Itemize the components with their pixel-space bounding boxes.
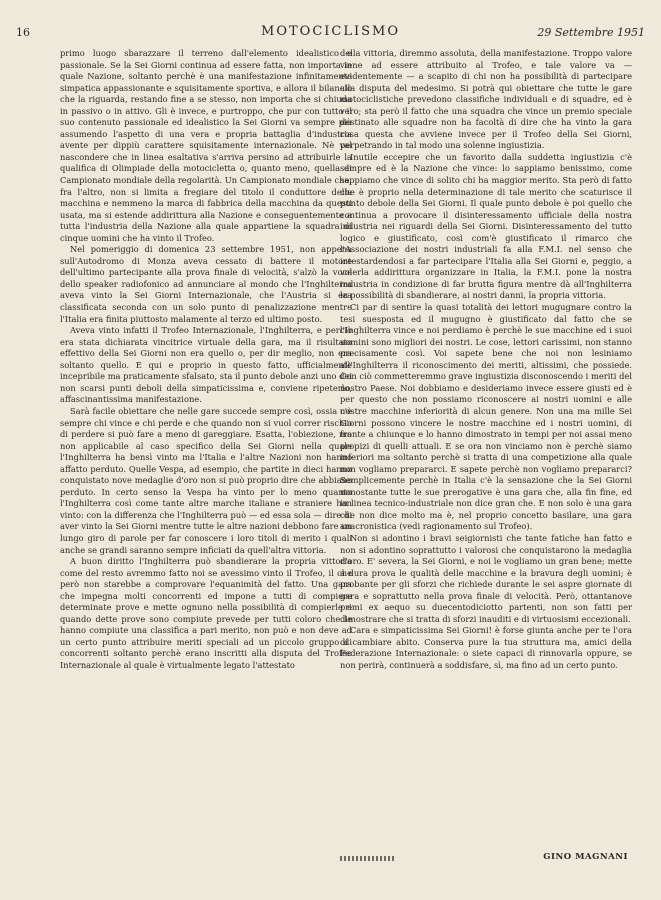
paragraph: Nel pomeriggio di domenica 23 settembre 1951, non appena sull'Autodromo di Monza aveva cessato di battere il motore dell'ultimo partecipante alla prova finale di velocità, s'alzò la voce dello speaker radiofonico ad annunciare al mondo che l'Inghilterra aveva vinto la Sei Giorni Internazionale, che l'Austria si era classificata seconda con un solo punto di penalizzazione mentre l'Italia era finita piuttosto malamente al terzo ed ultimo posto.: [60, 244, 352, 324]
paragraph: primo luogo sbarazzare il terreno dall'elemento idealistico e passionale. Se la Sei Giorni continua ad essere fatta, non importa in quale Nazione, soltanto perchè è una manifestazione infinitamente simpatica appassionante e squisitamente sportiva, e allora il bilancio che la riguarda, restando fine a se stesso, non importa che si chiuda in passivo o in attivo. Gli è invece, e purtroppo, che pur con tutto il suo contenuto passionale ed idealistico la Sei Giorni va sempre più assumendo l'aspetto di una vera e propria battaglia d'industria avente per dippiù carattere squisitamente internazionale. Nè val nascondere che in linea esaltativa s'arriva persino ad attribuirle la qualifica di Olimpiade della motocicletta o, quanto meno, quella di Campionato mondiale della regolarità. Un Campionato mondiale che, fra l'altro, non si limita a fregiare del titolo il conduttore della macchina e nemmeno la marca di fabbrica della macchina da questi usata, ma si estende addirittura alla Nazione e conseguentemente a tutta l'industria della Nazione alla quale appartiene la squadra di cinque uomini che ha vinto il Trofeo.: [60, 48, 352, 243]
issue-date: 29 Settembre 1951: [537, 26, 645, 39]
author-name: GINO MAGNANI: [543, 852, 628, 862]
paragraph: Sarà facile obiettare che nelle gare succede sempre così, ossia c'è sempre chi vince e chi perde e che quando non si vuol correr rischio di perdere si può fare a meno di gareggiare. Esatta, l'obiezione, ma non applicabile al caso specifico della Sei Giorni nella quale l'Inghilterra ha bensì vinto ma l'Italia e l'altre Nazioni non hanno affatto perduto. Quelle Vespa, ad esempio, che partite in dieci hanno conquistato nove medaglie d'oro non si può proprio dire che abbiano perduto. In certo senso la Vespa ha vinto per lo meno quanto l'Inghilterra così come tante altre marche italiane e straniere han vinto: con la differenza che l'Inghilterra può — ed essa sola — dire di aver vinto la Sei Giorni mentre tutte le altre nazioni debbono fare un lungo giro di parole per far conoscere i loro titoli di merito i quali anche se grandi saranno sempre inficiati da quell'altra vittoria.: [60, 405, 352, 555]
paragraph: Aveva vinto infatti il Trofeo Internazionale, l'Inghilterra, e perciò era stata dichiarata vincitrice virtuale della gara, ma il risultato effettivo della Sei Giorni non era quello o, per dir meglio, non era soltanto quello. E qui e proprio in questo fatto, ufficialmente incepribile ma praticamente sfalsato, sta il punto debole anzi uno dei non scarsi punti deboli della simpaticissima e, conviene ripeterlo, affascinantissima manifestazione.: [60, 325, 352, 405]
left-column: [60, 48, 352, 672]
paragraph: A buon diritto l'Inghilterra può sbandierare la propria vittoria come del resto avremmo fatto noi se avessimo vinto il Trofeo, il che però non starebbe a comprovare l'equanimità del fatto. Una gara che impegna molti concorrenti ed impone a tutti di compiere determinate prove e mette ognuno nella possibilità di compierle e quando dette prove sono compiute prevede per tutti coloro che le hanno compiute una classifica a pari merito, non può e non deve ad un certo punto attribuire meriti speciali ad un piccolo gruppo di concorrenti soltanto perchè erano inscritti alla disputa del Trofeo Internazionale al quale è virtualmente legato l'attestato: [60, 556, 352, 670]
paragraph: Non si adontino i bravi seigiornisti che tante fatiche han fatto e non si adontino soprattutto i valorosi che conquistarono la medaglia d'oro. E' severa, la Sei Giorni, e noi le vogliamo un gran bene; mette a dura prova le qualità delle macchine e la bravura degli uomini; è probante per gli sforzi che richiede durante le sei aspre giornate di gara e soprattutto nella prova finale di velocità. Però, ottantanove primi ex aequo su duecentodiciotto partenti, non son fatti per dimostrare che si tratta di sforzi inauditi e di virtuosismi eccezionali.: [340, 532, 632, 624]
paragraph: della vittoria, diremmo assoluta, della manifestazione. Troppo valore viene ad essere attribuito al Trofeo, e tale valore va — evidentemente — a scapito di chi non ha possibilità di partecipare alla disputa del medesimo. Si potrà qui obiettare che tutte le gare motociclistiche prevedono classifiche individuali e di squadre, ed è vero; sta però il fatto che una squadra che vince un premio speciale destinato alle squadre non ha facoltà di dire che ha vinto la gara cosa questa che avviene invece per il Trofeo della Sei Giorni, perpetrando in tal modo una solenne ingiustizia.: [340, 48, 632, 151]
paragraph: Ci par di sentire la quasi totalità dei lettori mugugnare contro la tesi suesposta ed il mugugno è giustificato dal fatto che se l'Inghilterra vince e noi perdiamo è perchè le sue macchine ed i suoi uomini sono migliori dei nostri. Le cose, lettori carissimi, non stanno precisamente così. Voi sapete bene che noi non lesiniamo all'Inghilterra il riconoscimento dei meriti, altissimi, che possiede. Con ciò commetteremmo grave ingiustizia disconoscendo i meriti del nostro Paese. Noi dobbiamo e desideriamo invece essere giusti ed è per questo che non possiamo riconoscere ai nostri uomini e alle nostre macchine inferiorità di alcun genere. Non una ma mille Sei Giorni possono vincere le nostre macchine ed i nostri uomini, di fronte a chiunque e lo hanno dimostrato in tempi per noi assai meno propizi di quelli attuali. E se ora non vinciamo non è perchè siamo inferiori ma soltanto perchè si tratta di una competizione alla quale non vogliamo prepararci. E sapete perchè non vogliamo prepararci? Semplicemente perchè in Italia c'è la sensazione che la Sei Giorni nonostante tutte le sue prerogative è una gara che, alla fin fine, ed in linea tecnico-industriale non dice gran che. E non solo è una gara che non dice molto ma è, nel proprio concetto basilare, una gara anacronistica (vedi ragionamento sul Trofeo).: [340, 302, 632, 532]
paragraph: Inutile eccepire che un favorito dalla suddetta ingiustizia c'è sempre ed è la Nazione che vince: lo sappiamo benissimo, come sappiamo che vince di solito chi ha maggior merito. Sta però di fatto che è proprio nella determinazione di tale merito che scaturisce il punto debole della Sei Giorni. Il quale punto debole è poi quello che continua a provocare il disinteressamento ufficiale della nostra industria nei riguardi della Sei Giorni. Disinteressamento del tutto logico e giustificato, così com'è giustificato il rimarco che l'Associazione dei nostri industriali fa alla F.M.I. nel senso che intestardendosi a far partecipare l'Italia alla Sei Giorni e, peggio, a volerla addirittura organizzare in Italia, la F.M.I. pone la nostra industria in condizione di far brutta figura mentre dà all'Inghilterra la possibilità di sbandierare, ai nostri danni, la propria vittoria.: [340, 151, 632, 301]
decorative-rule: [340, 856, 396, 861]
paragraph: Cara e simpaticissima Sei Giorni! è forse giunta anche per te l'ora di cambiare abito. Conserva pure la tua struttura ma, amici della Federazione Internazionale: o siete capaci di rinnovarla oppure, se non perirà, continuerà a soddisfare, sì, ma fino ad un certo punto.: [340, 625, 632, 670]
magazine-title: MOTOCICLISMO: [261, 24, 400, 39]
page-header: [0, 24, 661, 44]
page-number: 16: [16, 26, 30, 39]
author-signature: [340, 852, 632, 866]
right-column: [340, 48, 632, 672]
